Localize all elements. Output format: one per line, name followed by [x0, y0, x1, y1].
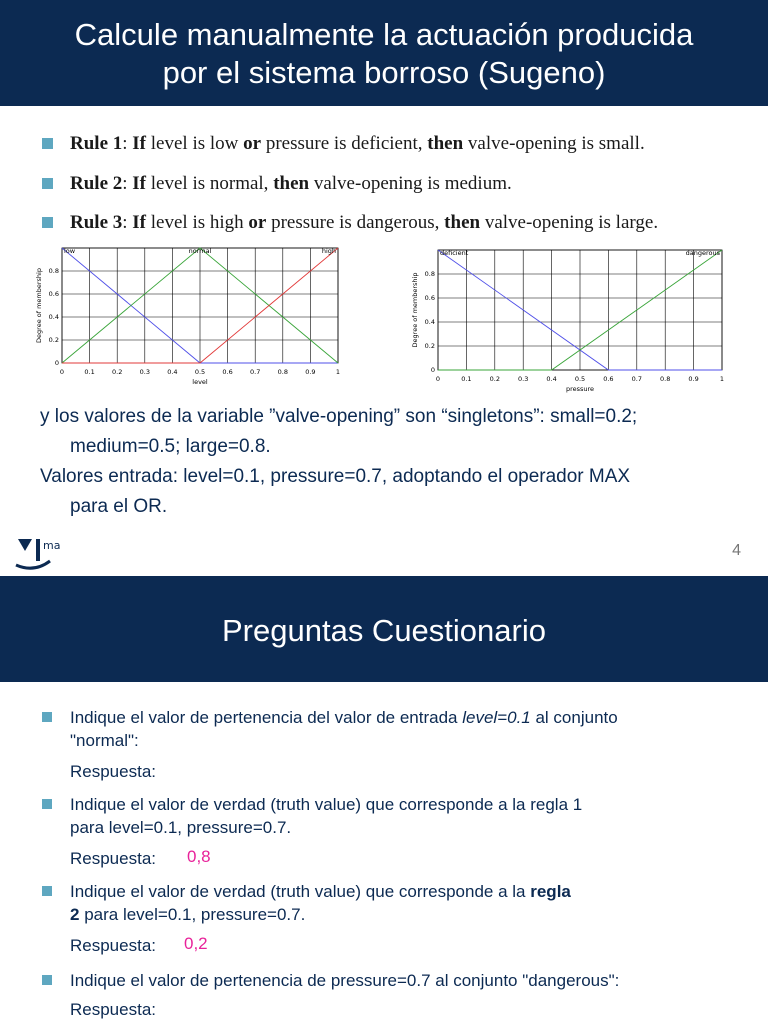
bullet-icon [42, 138, 53, 149]
bullet-icon [42, 178, 53, 189]
y-tick-label: 0.4 [48, 313, 59, 321]
y-tick-label: 0 [54, 359, 59, 367]
answer-label: Respuesta: [70, 1000, 156, 1019]
y-tick-label: 0.6 [424, 294, 435, 302]
rule-label: Rule 1 [70, 133, 123, 154]
question-text: para level=0.1, pressure=0.7. [70, 818, 292, 837]
y-tick-label: 0.6 [48, 290, 59, 298]
x-tick-label: 0.2 [112, 368, 123, 376]
rule-cond1: level is normal, [146, 173, 274, 194]
x-tick-label: 0.3 [139, 368, 150, 376]
rule-cond1: level is low [146, 133, 244, 154]
singletons-line2: medium=0.5; large=0.8. [70, 436, 271, 457]
bullet-icon [42, 886, 52, 896]
series-label-high: high [321, 247, 336, 255]
rule-consequent: valve-opening is medium. [309, 173, 512, 194]
slide-title-line1: Calcule manualmente la actuación producida [74, 17, 694, 52]
series-label-deficient: deficient [440, 249, 469, 257]
singletons-paragraph [40, 402, 637, 462]
rule-label: Rule 3 [70, 212, 123, 233]
x-tick-label: 0.4 [167, 368, 178, 376]
answer-value: 0,2 [184, 934, 208, 953]
y-tick-label: 0.8 [424, 270, 435, 278]
y-tick-label: 0 [430, 366, 435, 374]
page-number: 4 [732, 542, 741, 559]
y-axis-label: Degree of membership [411, 272, 419, 348]
answer-label: Respuesta: [70, 762, 156, 781]
question-text: Indique el valor de pertenencia de pressure=0.7 al conjunto "dangerous": [70, 971, 620, 990]
answer-label: Respuesta: [70, 936, 156, 955]
logo-text: ma [43, 539, 61, 552]
x-tick-label: 0.6 [222, 368, 233, 376]
rule-sep: : [122, 212, 133, 233]
rule-if: If [132, 212, 147, 233]
y-tick-label: 0.8 [48, 267, 59, 275]
rule-then: then [427, 133, 464, 154]
rule-cond1: level is high [146, 212, 249, 233]
level-membership-chart [30, 244, 360, 402]
x-tick-label: 0 [59, 368, 65, 376]
inputs-line1: Valores entrada: level=0.1, pressure=0.7, adoptando el operador MAX [40, 466, 631, 487]
pressure-membership-chart [408, 244, 748, 410]
slide-title-bar [0, 576, 768, 682]
rule-then: then [444, 212, 481, 233]
rule-consequent: valve-opening is large. [480, 212, 659, 233]
rule-sep: : [122, 173, 133, 194]
x-axis-label: level [192, 378, 208, 386]
x-tick-label: 1 [335, 368, 341, 376]
bullet-icon [42, 975, 52, 985]
question-text: al conjunto [530, 708, 618, 727]
x-tick-label: 0.5 [194, 368, 206, 376]
question-text: Indique el valor de verdad (truth value) que corresponde a la [70, 882, 531, 901]
bullet-icon [42, 217, 53, 228]
x-tick-label: 0.2 [489, 375, 500, 383]
x-tick-label: 0.8 [277, 368, 288, 376]
question-bold: regla [530, 882, 571, 901]
inputs-paragraph [40, 462, 630, 522]
question-text: "normal": [70, 731, 139, 750]
slide-title-bar [0, 0, 768, 106]
x-tick-label: 0.1 [84, 368, 95, 376]
x-tick-label: 0.8 [660, 375, 671, 383]
university-logo-icon [14, 535, 74, 575]
y-tick-label: 0.4 [424, 318, 435, 326]
slide-title-line2: por el sistema borroso (Sugeno) [162, 55, 606, 90]
slide-2 [0, 576, 768, 1024]
x-tick-label: 0 [435, 375, 441, 383]
x-tick-label: 0.6 [603, 375, 614, 383]
series-label-normal: normal [188, 247, 212, 255]
x-tick-label: 0.7 [250, 368, 261, 376]
rule-if: If [132, 133, 147, 154]
question-text: para level=0.1, pressure=0.7. [79, 905, 306, 924]
answer-label: Respuesta: [70, 849, 156, 868]
x-tick-label: 0.5 [574, 375, 586, 383]
x-tick-label: 0.4 [546, 375, 557, 383]
question-emphasis: level=0.1 [462, 708, 531, 727]
rule-cond2: pressure is deficient, [261, 133, 428, 154]
rule-consequent: valve-opening is small. [463, 133, 645, 154]
answer-value: 0,8 [187, 847, 211, 866]
rule-sep: : [122, 133, 133, 154]
bullet-icon [42, 712, 52, 722]
question-text: Indique el valor de verdad (truth value) que corresponde a la regla 1 [70, 795, 583, 814]
question-text: Indique el valor de pertenencia del valor de entrada [70, 708, 463, 727]
singletons-line1: y los valores de la variable ”valve-opening” son “singletons”: small=0.2; [40, 406, 638, 427]
rule-or: or [243, 133, 262, 154]
rule-if: If [132, 173, 147, 194]
x-tick-label: 0.9 [305, 368, 316, 376]
x-tick-label: 0.9 [688, 375, 699, 383]
x-axis-label: pressure [565, 385, 595, 393]
series-label-dangerous: dangerous [685, 249, 720, 257]
y-tick-label: 0.2 [424, 342, 435, 350]
slide-title: Preguntas Cuestionario [222, 613, 546, 648]
rule-cond2: pressure is dangerous, [266, 212, 445, 233]
series-label-low: low [64, 247, 76, 255]
rule-label: Rule 2 [70, 173, 123, 194]
rule-or: or [248, 212, 267, 233]
inputs-line2: para el OR. [70, 496, 168, 517]
x-tick-label: 0.7 [631, 375, 642, 383]
x-tick-label: 0.1 [461, 375, 472, 383]
bullet-icon [42, 799, 52, 809]
rule-then: then [273, 173, 310, 194]
x-tick-label: 0.3 [518, 375, 529, 383]
y-axis-label: Degree of membership [35, 268, 43, 343]
x-tick-label: 1 [719, 375, 725, 383]
y-tick-label: 0.2 [48, 336, 59, 344]
question-bold: 2 [70, 905, 80, 924]
